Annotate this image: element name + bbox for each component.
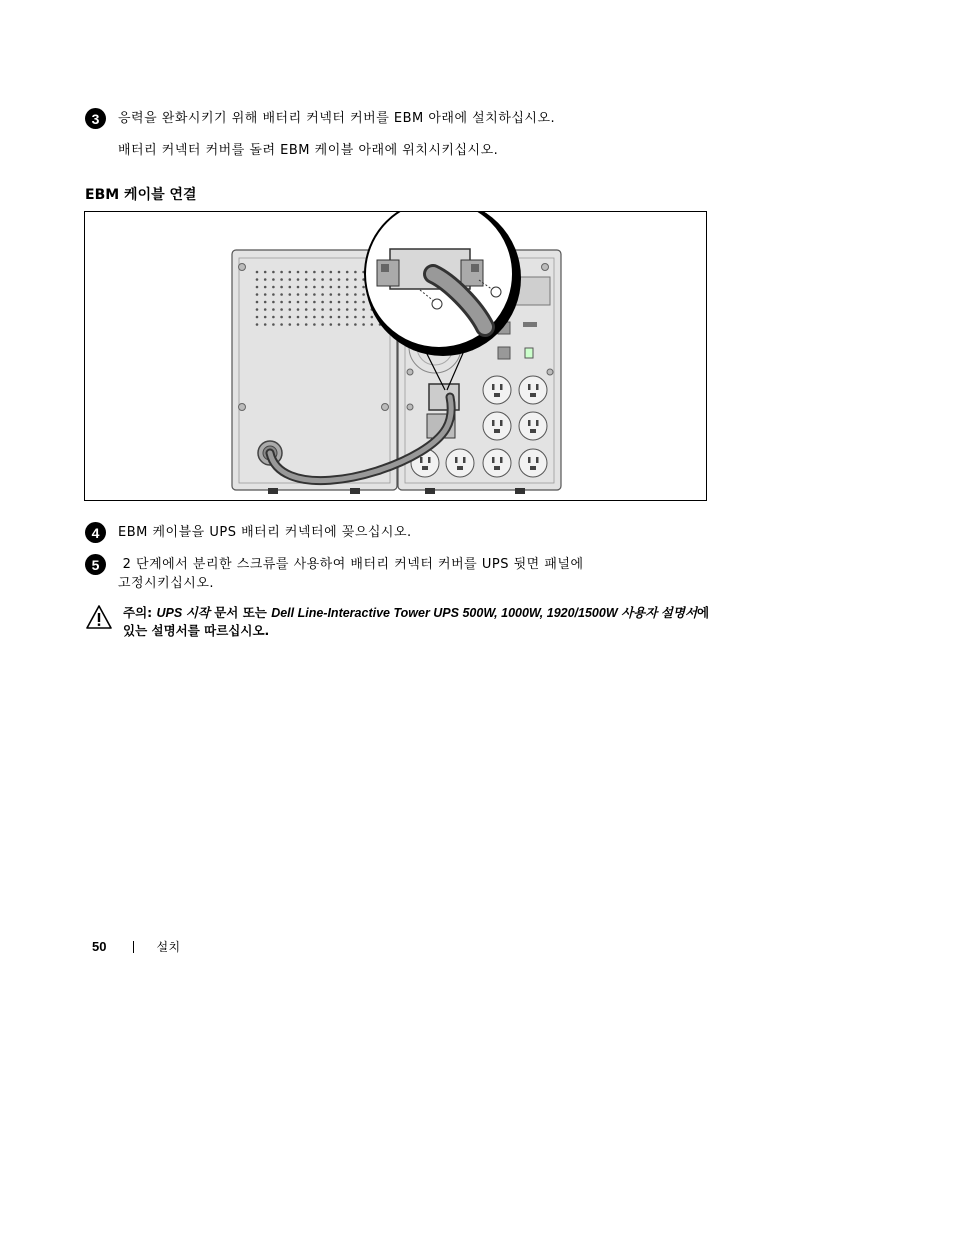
caution-text-part: 문서 또는 xyxy=(209,605,272,620)
caution-text-line: 있는 설명서를 따르십시오. xyxy=(123,623,270,638)
ebm-cable-connection-illustration xyxy=(84,211,707,501)
step-text: 응력을 완화시키기 위해 배터리 커넥터 커버를 EBM 아래에 설치하십시오. xyxy=(118,111,556,126)
caution-text-part: 에 xyxy=(697,605,710,620)
step-text-line: 고정시키십시오. xyxy=(118,576,215,591)
step-text: EBM 케이블을 UPS 배터리 커넥터에 꽂으십시오. xyxy=(118,525,412,540)
page-footer xyxy=(92,938,181,955)
step-5 xyxy=(85,554,584,593)
step-4 xyxy=(85,522,412,543)
step-number-badge: 5 xyxy=(85,554,106,575)
caution-label: 주의: xyxy=(123,605,157,620)
step-number-badge: 3 xyxy=(85,108,106,129)
step-text-line: 2 단계에서 분리한 스크류를 사용하여 배터리 커넥터 커버를 UPS 뒷면 패널에 xyxy=(118,557,584,572)
caution-note xyxy=(85,604,743,640)
caution-doc-title: Dell Line-Interactive Tower UPS 500W, 1000W, 1920/1500W 사용자 설명서 xyxy=(271,606,698,620)
footer-section-name: 설치 xyxy=(156,940,181,954)
step-3 xyxy=(85,108,555,129)
step-number-badge: 4 xyxy=(85,522,106,543)
page-number: 50 xyxy=(92,939,107,954)
footer-separator xyxy=(133,941,134,953)
caution-doc-title: UPS 시작 xyxy=(156,606,210,620)
step-3-subtext: 배터리 커넥터 커버를 돌려 EBM 케이블 아래에 위치시키십시오. xyxy=(118,143,499,158)
caution-triangle-icon xyxy=(85,604,113,630)
step-text xyxy=(118,554,584,593)
section-heading: EBM 케이블 연결 xyxy=(85,187,197,203)
caution-text xyxy=(123,604,743,640)
